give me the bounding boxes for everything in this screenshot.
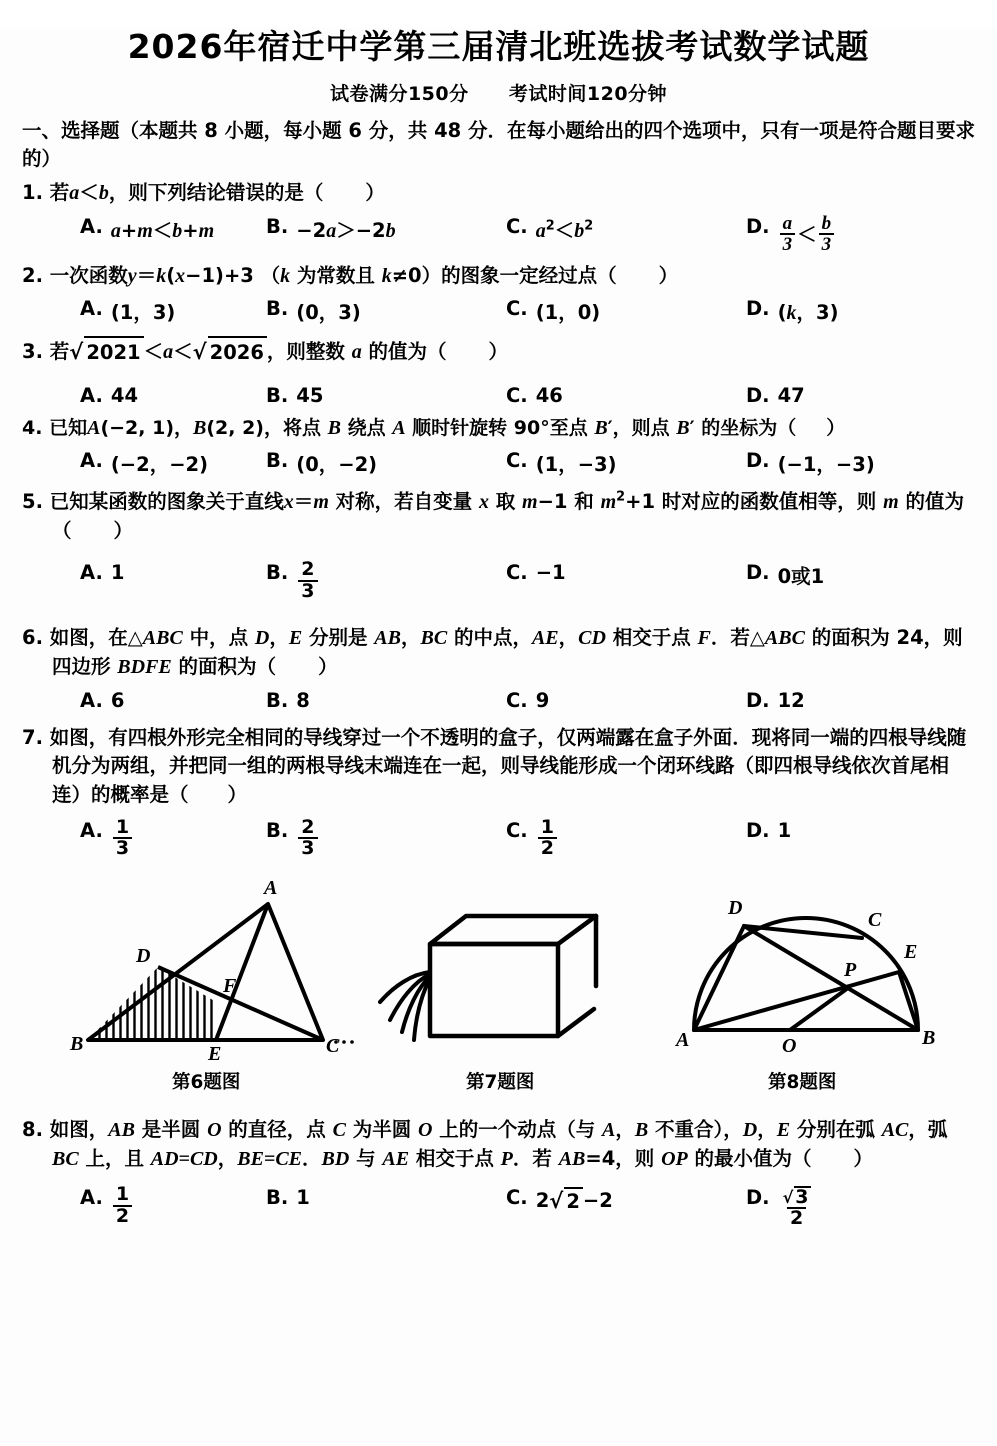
option-2c[interactable] xyxy=(496,297,736,325)
option-4d-value: (−1，−3) xyxy=(777,452,875,476)
section-heading: 一、选择题（本题共 8 小题，每小题 6 分，共 48 分．在每小题给出的四个选项中，只有一项是符合题目要求的） xyxy=(22,118,976,170)
figure-6-dot xyxy=(342,1040,346,1044)
option-7b[interactable] xyxy=(256,816,496,860)
option-5a[interactable] xyxy=(22,561,256,584)
option-7d[interactable] xyxy=(736,819,956,842)
question-6-stem: 如图，在△ABC 中，点 D，E 分别是 AB，BC 的中点，AE，CD 相交于点 F．若△ABC 的面积为 24，则四边形 BDFE 的面积为（ ） xyxy=(49,626,963,679)
option-6b-label: B. xyxy=(266,688,289,712)
figure-6-label-d: D xyxy=(136,944,151,967)
figure-7-svg xyxy=(378,894,638,1064)
figure-6-label-f: F xyxy=(223,974,237,997)
option-6a[interactable] xyxy=(22,689,256,712)
option-4d[interactable] xyxy=(736,449,956,477)
figure-6 xyxy=(68,872,368,1067)
figure-6-label-b: B xyxy=(70,1032,84,1055)
option-1a-value: a+m＜b+m xyxy=(110,218,215,242)
figure-6-svg xyxy=(68,872,368,1062)
figure-6-label-a: A xyxy=(264,876,278,899)
option-2b[interactable] xyxy=(256,297,496,325)
figure-7-box-edge-bottom-right xyxy=(558,1009,594,1036)
figure-7-box-edge-right-top xyxy=(558,916,596,944)
question-3 xyxy=(22,335,975,367)
question-2-number: 2. xyxy=(22,264,43,288)
option-4d-label: D. xyxy=(746,448,770,472)
question-5-number: 5. xyxy=(22,489,43,513)
option-1c-value: $a^2<b^2$ xyxy=(535,218,594,242)
question-2-stem: 一次函数y＝k(x−1)+3 （k 为常数且 k≠0）的图象一定经过点（ ） xyxy=(49,264,679,288)
question-8 xyxy=(22,1116,975,1174)
option-8d-value: $\frac{√ 3}{2}$ xyxy=(782,1186,809,1229)
figure-6-caption: 第6题图 xyxy=(172,1071,241,1093)
exam-duration-label: 考试时间120分钟 xyxy=(508,82,668,105)
option-5a-label: A. xyxy=(80,561,103,585)
option-8c[interactable] xyxy=(496,1186,736,1212)
figures-row xyxy=(0,872,997,1068)
option-6c-label: C. xyxy=(506,688,528,712)
question-5 xyxy=(22,488,975,546)
figure-8-chord-db xyxy=(744,926,918,1030)
option-1c-label: C. xyxy=(506,214,528,238)
option-2a-label: A. xyxy=(80,297,103,321)
figure-8-label-d: D xyxy=(728,896,743,919)
option-7c-value: $\frac{1}{2}$ xyxy=(536,819,559,860)
question-5-options xyxy=(22,558,975,602)
figure-6-dot xyxy=(350,1040,354,1044)
figure-8-label-c: C xyxy=(868,908,882,931)
option-1d[interactable] xyxy=(736,212,956,256)
option-7c[interactable] xyxy=(496,816,736,860)
figure-6-label-e: E xyxy=(208,1042,222,1062)
question-7 xyxy=(22,724,975,809)
option-6c-value: 9 xyxy=(535,688,550,712)
option-2d-value: (k，3) xyxy=(777,301,839,325)
question-8-number: 8. xyxy=(22,1117,43,1141)
option-4b-label: B. xyxy=(266,448,289,472)
option-4a[interactable] xyxy=(22,449,256,477)
question-1-stem: 若a＜b，则下列结论错误的是（ ） xyxy=(49,181,385,205)
option-3b[interactable] xyxy=(256,384,496,407)
figure-7 xyxy=(378,894,638,1069)
option-8c-label: C. xyxy=(506,1186,528,1210)
question-3-number: 3. xyxy=(22,340,43,364)
question-1 xyxy=(22,179,975,208)
exam-meta xyxy=(0,79,997,106)
option-5d-label: D. xyxy=(746,561,770,585)
option-3a-value: 44 xyxy=(110,383,139,407)
option-4c-value: (1，−3) xyxy=(535,452,617,476)
option-1a[interactable] xyxy=(22,215,256,243)
option-3b-value: 45 xyxy=(296,383,324,407)
figure-7-box-top-face xyxy=(430,916,596,944)
option-4a-value: (−2，−2) xyxy=(110,452,209,476)
option-5a-value: 1 xyxy=(110,561,125,585)
option-7a-value: $\frac{1}{3}$ xyxy=(111,819,134,860)
question-6 xyxy=(22,624,975,682)
option-3a[interactable] xyxy=(22,384,256,407)
question-8-stem: 如图，AB 是半圆 O 的直径，点 C 为半圆 O 上的一个动点（与 A，B 不重合），D，E 分别在弧 AC，弧 BC 上，且 AD=CD，BE=CE．BD 与 AE 相交于点 P．若 AB=4，则 OP 的最小值为（ ） xyxy=(49,1117,948,1170)
question-2-options xyxy=(22,297,975,325)
figure-8-semicircle-arc xyxy=(694,918,918,1030)
question-5-stem: 已知某函数的图象关于直线x＝m 对称，若自变量 x 取 m−1 和 $m^2+1$ 时对应的函数值相等，则 m 的值为（ ） xyxy=(49,489,964,542)
option-7b-label: B. xyxy=(266,819,289,842)
option-5c-label: C. xyxy=(506,561,528,585)
option-4b[interactable] xyxy=(256,449,496,477)
option-7c-label: C. xyxy=(506,819,528,842)
figure-8-label-a: A xyxy=(676,1028,690,1051)
option-8a[interactable] xyxy=(22,1183,256,1227)
option-7b-value: $\frac{2}{3}$ xyxy=(296,819,319,860)
option-3b-label: B. xyxy=(266,383,289,407)
option-3c-value: 46 xyxy=(535,383,563,407)
figure-7-box-front-face xyxy=(430,944,558,1036)
question-3-stem: 若√ 2021 ＜a＜√ 2026 ，则整数 a 的值为（ ） xyxy=(50,340,508,363)
option-8d-label: D. xyxy=(746,1186,770,1210)
figure-8 xyxy=(672,880,962,1065)
option-3c-label: C. xyxy=(506,383,528,407)
option-7a[interactable] xyxy=(22,816,256,860)
figure-8-label-b: B xyxy=(922,1026,936,1049)
option-6d-value: 12 xyxy=(777,688,805,712)
option-4c[interactable] xyxy=(496,449,736,477)
option-2d[interactable] xyxy=(736,297,956,325)
option-2d-label: D. xyxy=(746,297,770,321)
option-1c[interactable] xyxy=(496,215,736,243)
question-8-options xyxy=(22,1183,975,1229)
option-4b-value: (0，−2) xyxy=(296,452,378,476)
figure-8-svg xyxy=(672,880,962,1060)
question-4-number: 4. xyxy=(22,416,43,439)
option-2b-value: (0，3) xyxy=(296,301,361,325)
option-2c-value: (1，0) xyxy=(535,301,601,325)
figure-captions xyxy=(0,1068,997,1102)
question-7-number: 7. xyxy=(22,725,43,749)
option-5b-label: B. xyxy=(266,561,289,585)
option-1b[interactable] xyxy=(256,215,496,243)
question-7-stem: 如图，有四根外形完全相同的导线穿过一个不透明的盒子，仅两端露在盒子外面．现将同一端的四根导线随机分为两组，并把同一组的两根导线末端连在一起，则导线能形成一个闭环线路（即四根导线依次首尾相连）的概率是（ ） xyxy=(49,725,967,806)
question-3-options xyxy=(22,384,975,407)
option-5d[interactable] xyxy=(736,561,956,589)
page-title: 2026年宿迁中学第三届清北班选拔考试数学试题 xyxy=(127,27,870,66)
figure-6-label-c: C xyxy=(326,1034,340,1057)
option-3d[interactable] xyxy=(736,384,956,407)
total-score-label: 试卷满分150分 xyxy=(329,82,469,105)
option-2c-label: C. xyxy=(506,297,528,321)
figure-7-caption: 第7题图 xyxy=(466,1071,535,1093)
option-7d-value: 1 xyxy=(777,819,792,842)
option-8a-label: A. xyxy=(80,1186,103,1210)
option-6c[interactable] xyxy=(496,689,736,712)
option-4a-label: A. xyxy=(80,448,103,472)
option-1d-value: $\frac{a}{3}$ ＜ $\frac{b}{3}$ xyxy=(778,215,837,256)
option-5c[interactable] xyxy=(496,561,736,584)
option-8d[interactable] xyxy=(736,1186,956,1229)
question-2 xyxy=(22,262,975,291)
option-8a-value: $\frac{1}{2}$ xyxy=(111,1186,134,1227)
question-4 xyxy=(22,414,975,443)
figure-8-label-o: O xyxy=(782,1034,797,1057)
option-7d-label: D. xyxy=(746,819,770,842)
option-3d-label: D. xyxy=(746,383,770,407)
question-4-stem: 已知A(−2, 1)，B(2, 2)，将点 B 绕点 A 顺时针旋转 90°至点 B′，则点 B′ 的坐标为（ ） xyxy=(49,416,846,439)
option-6a-value: 6 xyxy=(110,688,125,712)
option-3a-label: A. xyxy=(80,383,103,407)
option-5c-value: −1 xyxy=(535,561,566,585)
option-1b-label: B. xyxy=(266,214,289,238)
option-5b-value: $\frac{2}{3}$ xyxy=(296,561,319,602)
figure-8-caption: 第8题图 xyxy=(768,1071,837,1093)
figure-8-label-e: E xyxy=(904,940,918,963)
option-8c-value: 2√ 2 −2 xyxy=(535,1189,613,1214)
figure-8-chord-ad xyxy=(694,926,744,1030)
option-2a-value: (1，3) xyxy=(110,301,176,325)
option-1b-value: −2a＞−2b xyxy=(296,218,396,242)
option-8b[interactable] xyxy=(256,1186,496,1209)
figure-8-label-p: P xyxy=(844,958,857,981)
question-1-options xyxy=(22,212,975,256)
exam-paper-page xyxy=(0,28,997,1446)
option-6a-label: A. xyxy=(80,688,103,712)
option-1d-label: D. xyxy=(746,214,770,238)
question-1-number: 1. xyxy=(22,181,43,205)
option-3c[interactable] xyxy=(496,384,736,407)
option-4c-label: C. xyxy=(506,448,528,472)
option-6b-value: 8 xyxy=(296,688,310,712)
question-6-options xyxy=(22,689,975,712)
option-6d[interactable] xyxy=(736,689,956,712)
question-6-number: 6. xyxy=(22,626,43,650)
option-5b[interactable] xyxy=(256,558,496,602)
option-7a-label: A. xyxy=(80,819,103,842)
option-3d-value: 47 xyxy=(777,383,805,407)
option-1a-label: A. xyxy=(80,214,103,238)
option-2a[interactable] xyxy=(22,297,256,325)
figure-6-shaded-quad-bdfe xyxy=(88,967,216,1040)
question-7-options xyxy=(22,816,975,860)
question-4-options xyxy=(22,449,975,477)
option-6b[interactable] xyxy=(256,689,496,712)
option-8b-label: B. xyxy=(266,1186,289,1210)
option-8b-value: 1 xyxy=(296,1186,310,1210)
option-5d-value: 0或1 xyxy=(777,565,825,589)
option-6d-label: D. xyxy=(746,688,770,712)
option-2b-label: B. xyxy=(266,297,289,321)
